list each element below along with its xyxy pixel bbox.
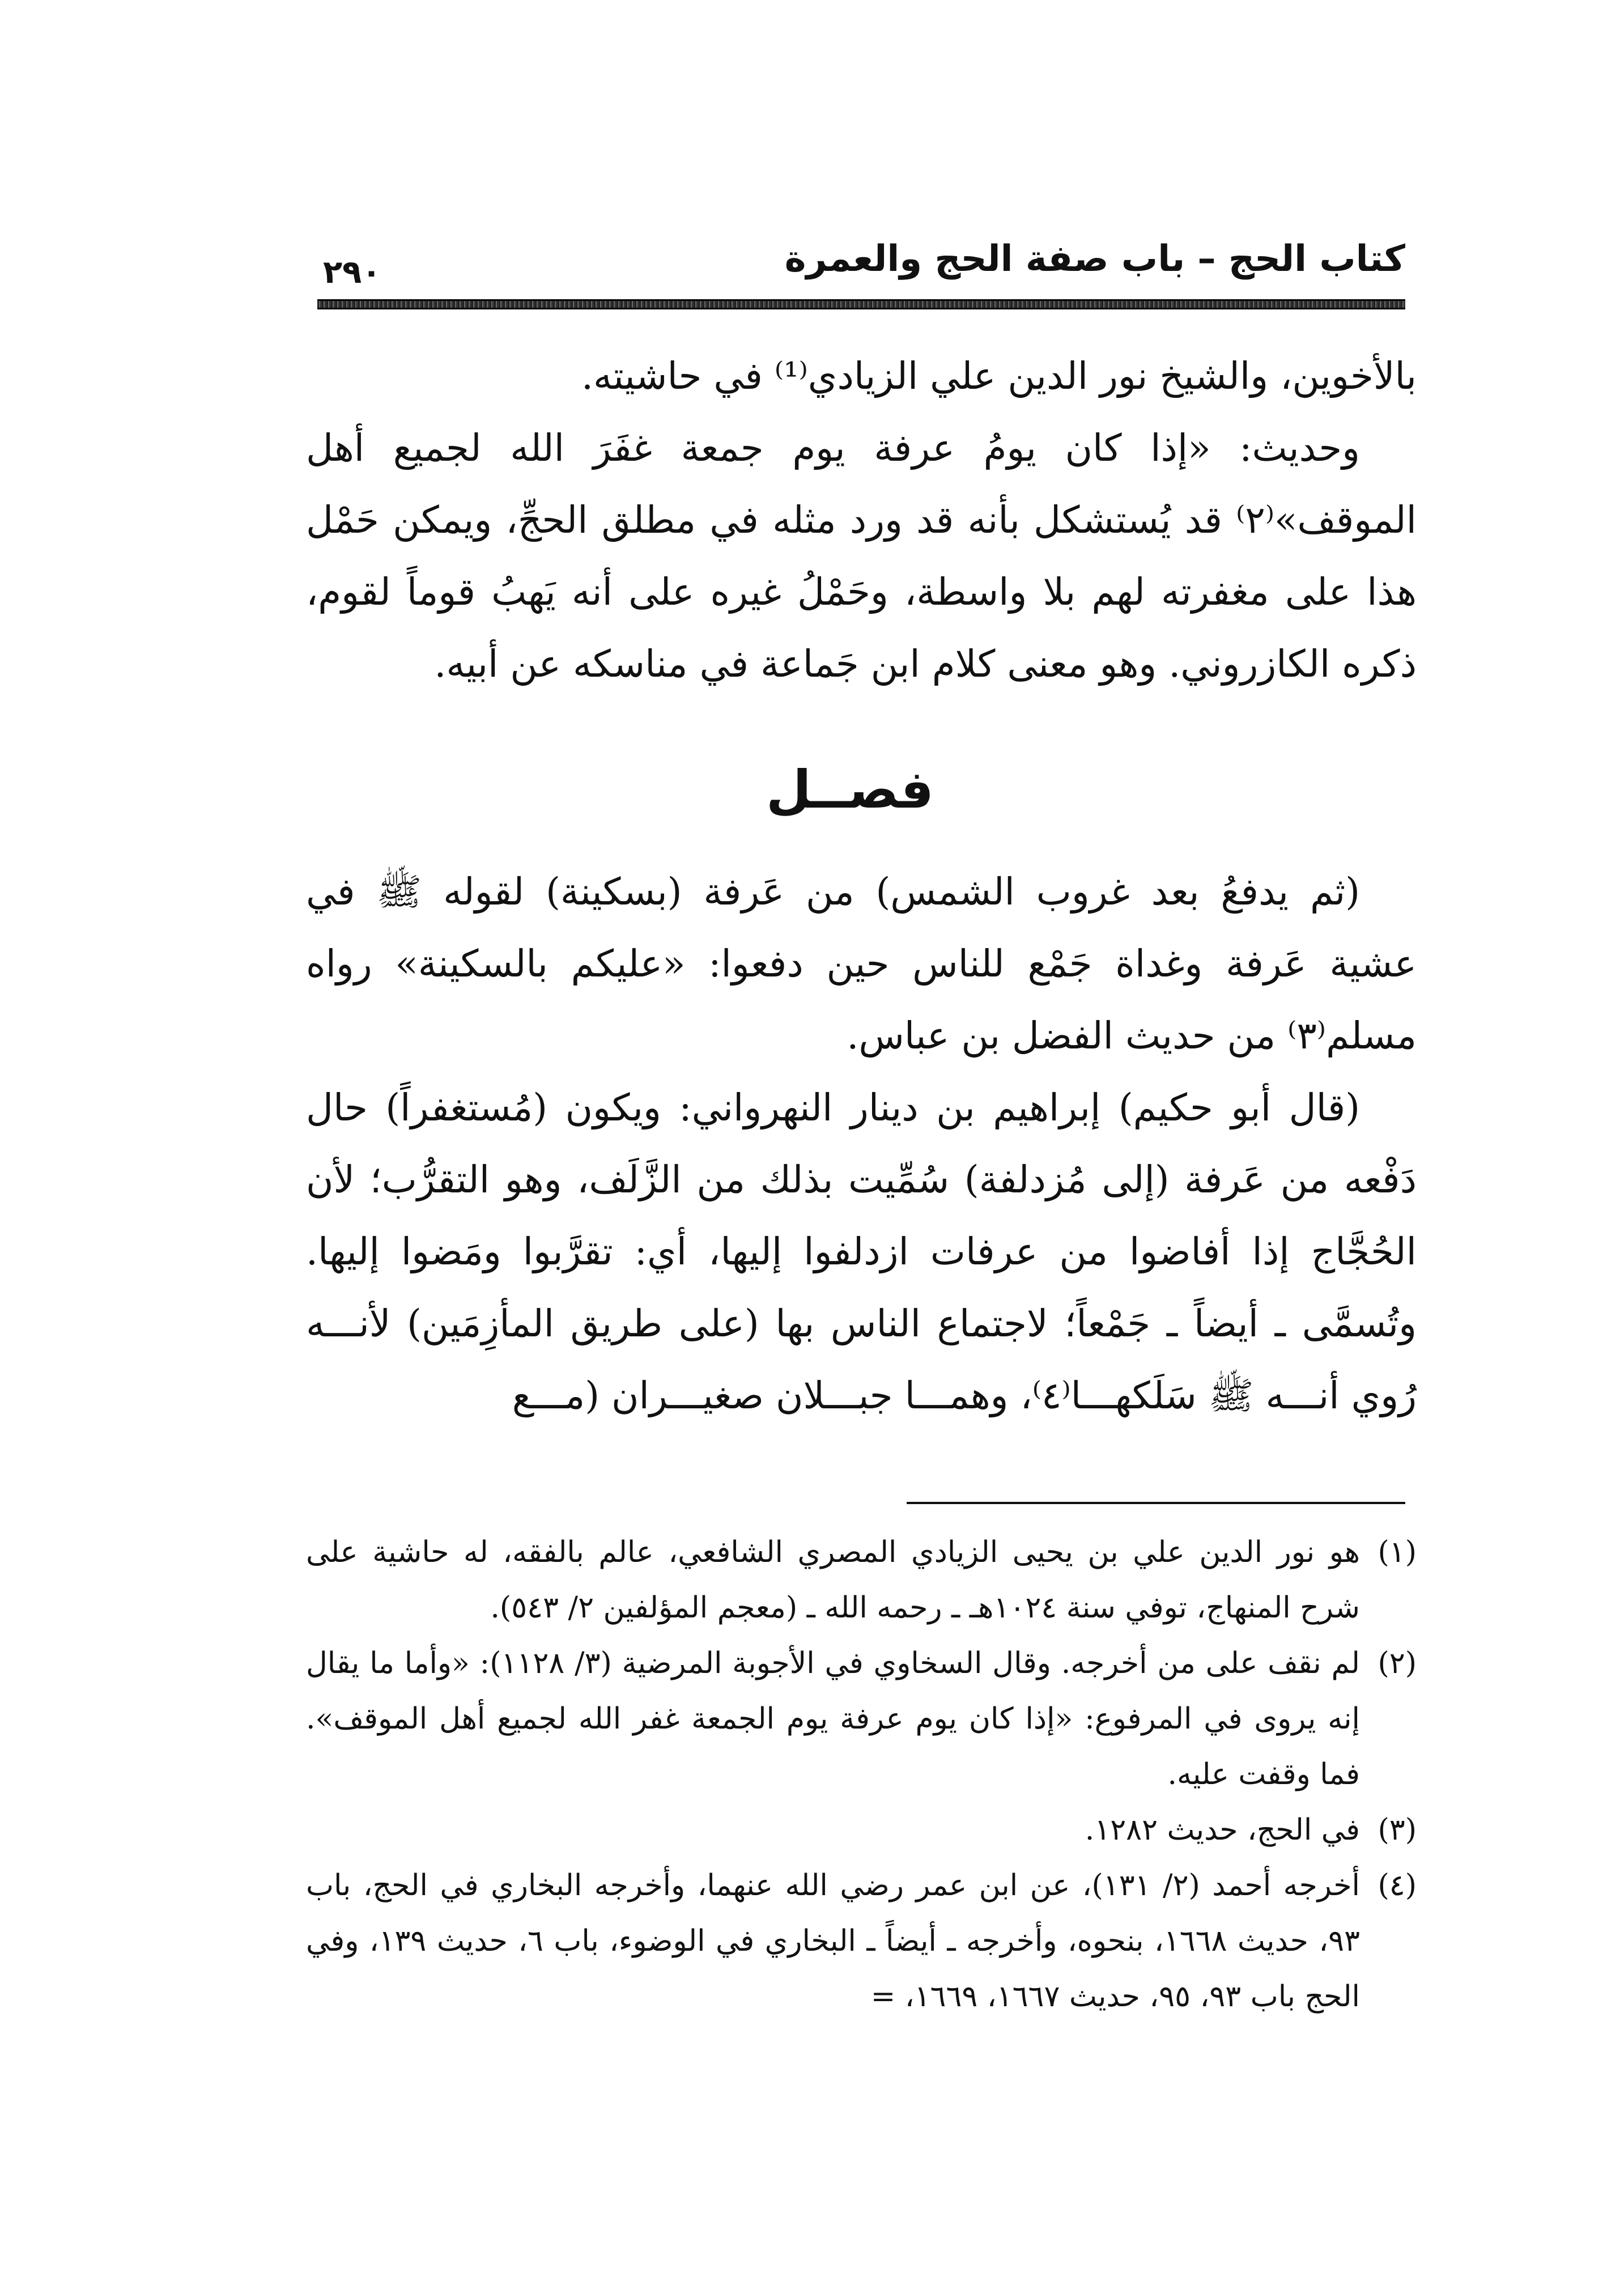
top-text-block (306, 340, 1417, 700)
footnote-4 (306, 1858, 1417, 2024)
page-header (317, 232, 1405, 295)
footnote-number: (١) (1378, 1535, 1417, 1569)
page-number: ٢٩٠ (323, 254, 381, 291)
footnote-number: (٣) (1378, 1813, 1417, 1847)
section-title: فصــل (766, 759, 934, 820)
footnotes (306, 1525, 1417, 2024)
footnote-text: في الحج، حديث ١٢٨٢. (1085, 1813, 1360, 1847)
footnote-1 (306, 1525, 1417, 1636)
section-text-block (306, 856, 1417, 1432)
running-title: كتاب الحج – باب صفة الحج والعمرة (784, 238, 1405, 280)
footnote-text: لم نقف على من أخرجه. وقال السخاوي في الأجوبة المرضية (٣/ ١١٢٨): «وأما ما يقال إنه يروى في المرفوع: «إذا كان يوم عرفة يوم الجمعة غفر الله لجميع أهل الموقف». فما وقفت عليه. (306, 1646, 1360, 1791)
footnote-rule (907, 1502, 1405, 1504)
header-rule (317, 299, 1405, 309)
footnote-number: (٢) (1378, 1646, 1417, 1680)
footnote-3 (306, 1802, 1417, 1858)
footnote-number: (٤) (1378, 1869, 1417, 1903)
paragraph-departure-from-arafah: (ثم يدفعُ بعد غروب الشمس) من عَرفة (بسكينة) لقوله ﷺ في عشية عَرفة وغداة جَمْع للناس حين دفعوا: «عليكم بالسكينة» رواه مسلم⁽٣⁾ من حديث الفضل بن عباس. (306, 870, 1417, 1058)
paragraph-hadith-arafah: وحديث: «إذا كان يومُ عرفة يوم جمعة غفَرَ الله لجميع أهل الموقف»⁽٢⁾ قد يُستشكل بأنه قد ورد مثله في مطلق الحجِّ، ويمكن حَمْل هذا على مغفرته لهم بلا واسطة، وحَمْلُ غيره على أنه يَهبُ قوماً لقوم، ذكره الكازروني. وهو معنى كلام ابن جَماعة في مناسكه عن أبيه. (306, 426, 1417, 686)
paragraph-continuation: بالأخوين، والشيخ نور الدين علي الزيادي⁽¹⁾ في حاشيته. (581, 354, 1417, 398)
paragraph-muzdalifah: (قال أبو حكيم) إبراهيم بن دينار النهرواني: ويكون (مُستغفراً) حال دَفْعه من عَرفة (إلى مُزدلفة) سُمِّيت بذلك من الزَّلَف، وهو التقرُّب؛ لأن الحُجَّاج إذا أفاضوا من عرفات ازدلفوا إليها، أي: تقرَّبوا ومَضوا إليها. وتُسمَّى ـ أيضاً ـ جَمْعاً؛ لاجتماع الناس بها (على طريق المأزِمَين) لأنـــه رُوي أنـــه ﷺ سَلَكهـــا⁽٤⁾، وهمـــا جبـــلان صغيـــران (مـــع (306, 1086, 1417, 1417)
footnote-text: أخرجه أحمد (٢/ ١٣١)، عن ابن عمر رضي الله عنهما، وأخرجه البخاري في الحج، باب ٩٣، حديث ١٦٦٨، بنحوه، وأخرجه ـ أيضاً ـ البخاري في الوضوء، باب ٦، حديث ١٣٩، وفي الحج باب ٩٣، ٩٥، حديث ١٦٦٧، ١٦٦٩، = (306, 1869, 1360, 2014)
footnote-2 (306, 1636, 1417, 1802)
footnote-text: هو نور الدين علي بن يحيى الزيادي المصري الشافعي، عالم بالفقه، له حاشية على شرح المنهاج، توفي سنة ١٠٢٤هـ ـ رحمه الله ـ (معجم المؤلفين ٢/ ٥٤٣). (306, 1535, 1360, 1625)
